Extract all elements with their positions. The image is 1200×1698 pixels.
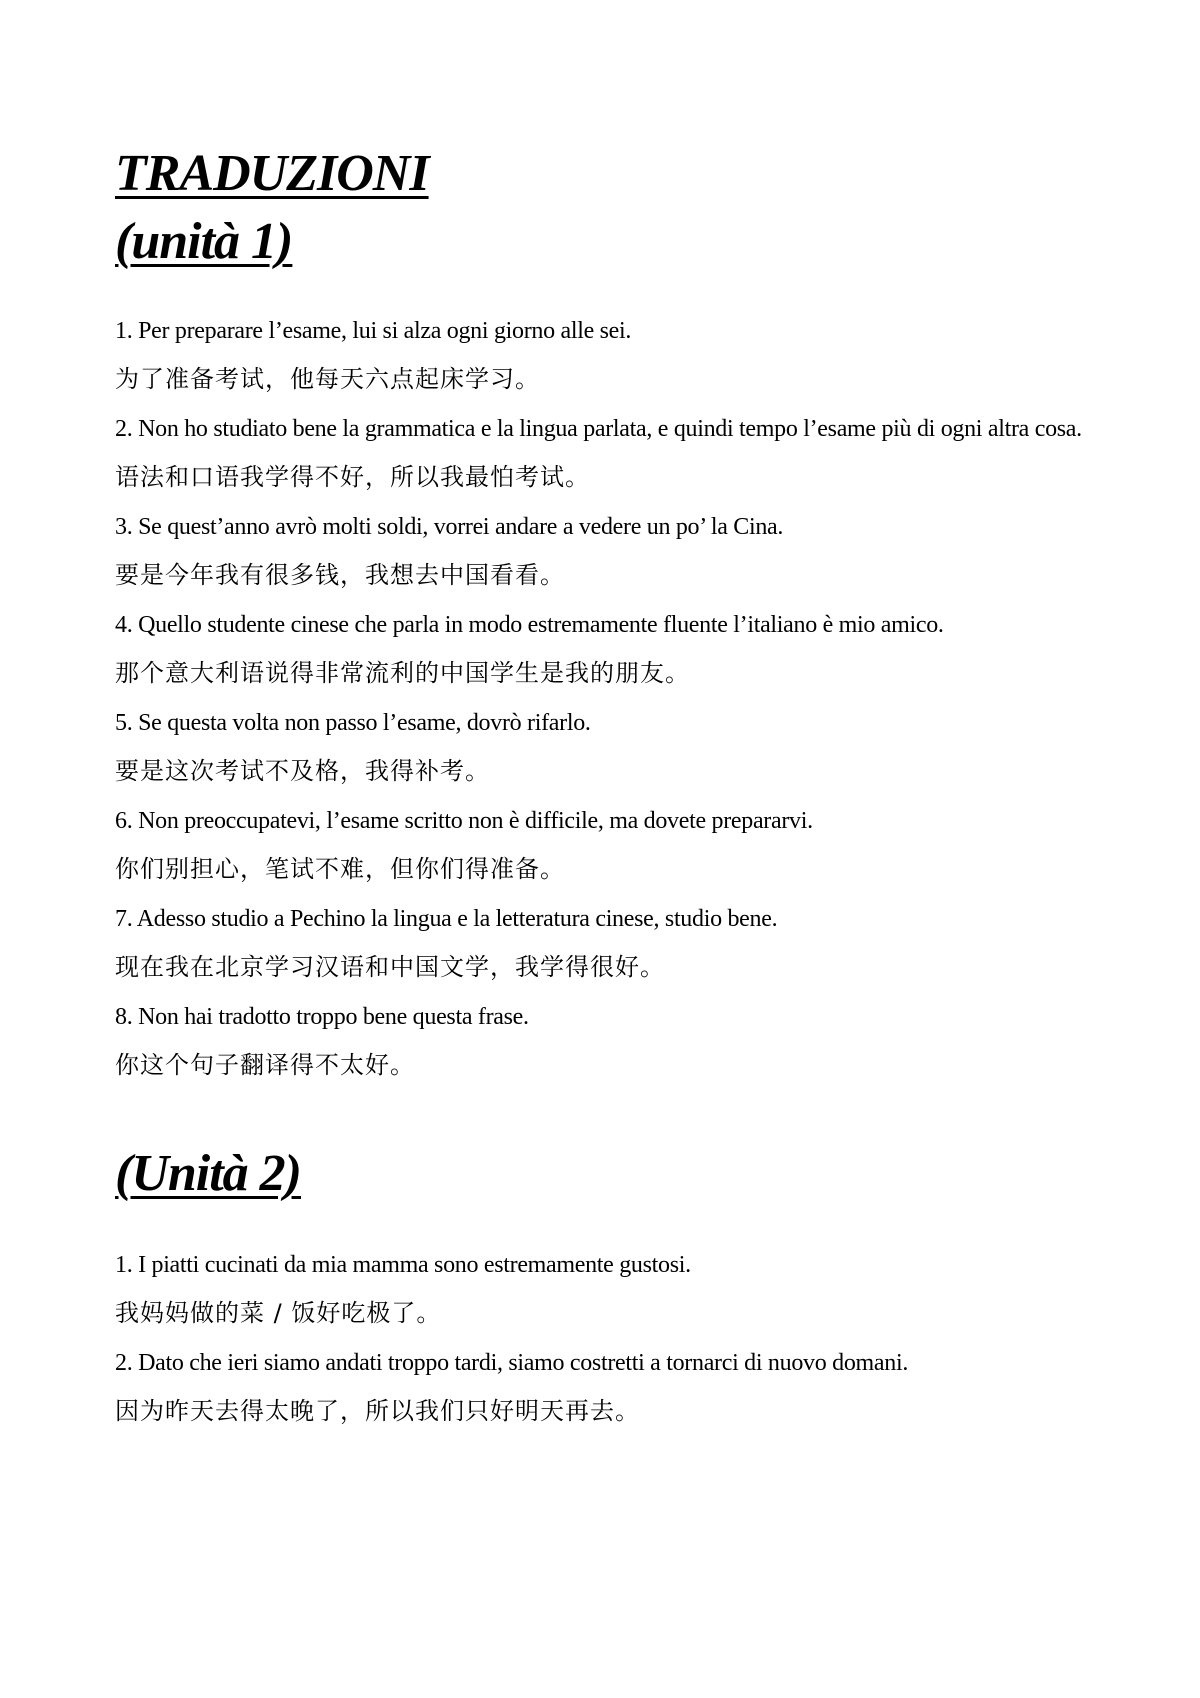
italian-sentence: 4. Quello studente cinese che parla in modo estremamente fluente l’italiano è mio amico.	[115, 612, 944, 638]
chinese-translation: 那个意大利语说得非常流利的中国学生是我的朋友。	[115, 659, 690, 687]
chinese-translation: 你这个句子翻译得不太好。	[115, 1051, 415, 1079]
title-traduzioni: TRADUZIONI	[115, 145, 429, 202]
unit-1-section	[115, 140, 1095, 1082]
italian-sentence: 1. Per preparare l’esame, lui si alza ogni giorno alle sei.	[115, 318, 632, 344]
unit-2-label: (Unità 2)	[115, 1145, 301, 1202]
unit-2-section	[115, 1140, 1095, 1428]
italian-sentence: 7. Adesso studio a Pechino la lingua e la letteratura cinese, studio bene.	[115, 906, 778, 932]
italian-sentence: 3. Se quest’anno avrò molti soldi, vorrei andare a vedere un po’ la Cina.	[115, 514, 784, 540]
unit-2-heading	[115, 1140, 1095, 1208]
chinese-translation: 语法和口语我学得不好，所以我最怕考试。	[115, 463, 590, 491]
chinese-translation: 因为昨天去得太晚了，所以我们只好明天再去。	[115, 1397, 640, 1425]
document-title	[115, 140, 1095, 208]
chinese-translation: 现在我在北京学习汉语和中国文学，我学得很好。	[115, 953, 665, 981]
unit-2-items	[115, 1248, 1095, 1428]
chinese-translation: 要是今年我有很多钱，我想去中国看看。	[115, 561, 565, 589]
unit-1-heading	[115, 208, 1095, 276]
italian-sentence: 6. Non preoccupatevi, l’esame scritto non è difficile, ma dovete prepararvi.	[115, 808, 813, 834]
chinese-translation: 你们别担心，笔试不难，但你们得准备。	[115, 855, 565, 883]
italian-sentence: 5. Se questa volta non passo l’esame, dovrò rifarlo.	[115, 710, 591, 736]
chinese-translation: 为了准备考试，他每天六点起床学习。	[115, 365, 540, 393]
unit-1-label: (unità 1)	[115, 213, 293, 270]
document-page	[115, 140, 1095, 1444]
chinese-translation: 要是这次考试不及格，我得补考。	[115, 757, 490, 785]
italian-sentence: 8. Non hai tradotto troppo bene questa frase.	[115, 1004, 529, 1030]
chinese-translation: 我妈妈做的菜 / 饭好吃极了。	[115, 1299, 442, 1327]
italian-sentence: 2. Dato che ieri siamo andati troppo tardi, siamo costretti a tornarci di nuovo domani.	[115, 1350, 909, 1376]
italian-sentence: 1. I piatti cucinati da mia mamma sono estremamente gustosi.	[115, 1252, 691, 1278]
unit-1-items	[115, 314, 1095, 1082]
italian-sentence: 2. Non ho studiato bene la grammatica e la lingua parlata, e quindi tempo l’esame più di ogni altra cosa.	[115, 416, 1082, 442]
